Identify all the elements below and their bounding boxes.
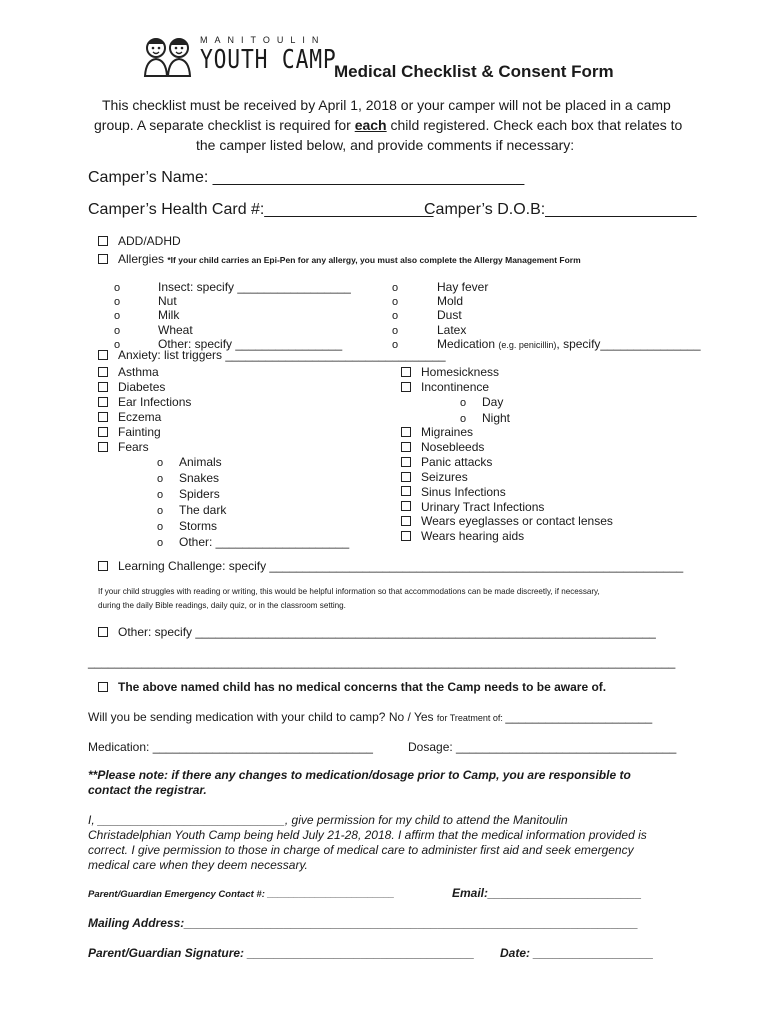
checkbox-row[interactable] [401,529,613,544]
mailing-address-field[interactable]: Mailing Address:____________________________________________________________________ [88,916,639,930]
checkbox-label: Wears eyeglasses or contact lenses [421,514,613,529]
checkbox-learning[interactable] [98,559,683,573]
allergy-item[interactable] [392,309,701,323]
allergy-example: (e.g. penicillin) [498,339,557,350]
checkbox-icon[interactable] [98,236,108,246]
checkbox-row[interactable] [401,514,613,529]
bullet-icon: o [114,282,121,294]
intro-emphasis: each [354,117,387,133]
allergy-item[interactable] [114,295,351,309]
checkbox-icon[interactable] [401,367,411,377]
checkbox-icon[interactable] [98,382,108,392]
bullet-icon: o [392,282,399,294]
medication-question[interactable] [88,710,652,724]
checkbox-label: Nosebleeds [421,439,485,454]
bullet-icon: o [114,324,121,337]
incontinence-item[interactable] [460,395,510,411]
checkbox-row[interactable] [98,395,191,410]
checkbox-row[interactable] [401,380,499,395]
bullet-icon: o [157,504,164,517]
fear-label: Snakes [179,470,220,485]
fear-label: Animals [179,455,222,469]
checkbox-icon[interactable] [98,442,108,452]
bullet-icon: o [460,397,467,409]
note-line-1: **Please note: if there any changes to medication/dosage prior to Camp, you are responsible to [88,768,631,782]
allergy-label: Nut [158,294,177,309]
allergy-item[interactable] [114,324,351,338]
incontinence-list [460,395,510,427]
checkbox-anxiety[interactable] [98,348,446,362]
bullet-icon: o [157,520,164,533]
allergy-item[interactable] [114,309,351,323]
checkbox-icon[interactable] [401,427,411,437]
checkbox-label: Panic attacks [421,454,493,469]
signature-field[interactable]: Parent/Guardian Signature: __________________________________ [88,946,475,960]
page-title: Medical Checklist & Consent Form [334,62,614,81]
allergy-label: Mold [437,294,464,309]
dosage-field[interactable]: Dosage: _________________________________ [408,740,677,754]
learning-note-2: during the daily Bible readings, daily quiz, or in the classroom setting. [98,601,346,610]
bullet-icon: o [392,310,399,323]
checkbox-row[interactable] [98,425,191,440]
fear-item[interactable] [157,503,349,519]
checkbox-icon[interactable] [401,382,411,392]
checkbox-row[interactable] [98,440,191,455]
allergy-label: Other: specify ________________ [158,336,343,351]
other-extra-line[interactable]: ________________________________________________________________________________________ [88,655,676,669]
allergy-label: Latex [437,322,467,337]
checkbox-label: Migraines [421,425,474,439]
allergy-item[interactable] [392,295,701,309]
bullet-icon: o [157,457,164,469]
learning-note-1: If your child struggles with reading or writing, this would be helpful information so that accommodations can be made discreetly, if necessary, [98,587,600,596]
checkbox-label: Eczema [118,410,162,425]
checkbox-label: ADD/ADHD [118,234,181,248]
checkbox-label: Learning Challenge: specify ______________________________________________________________ [118,559,684,573]
checkbox-label: Fainting [118,425,161,440]
checkbox-row[interactable] [401,500,613,515]
checkbox-label: Ear Infections [118,395,192,410]
checkbox-row[interactable] [401,440,613,455]
campers-icon [142,32,194,82]
intro-text: group. A separate checklist is required for [94,117,355,133]
checkbox-row[interactable] [98,380,191,395]
checkbox-label: Sinus Infections [421,484,506,499]
consent-line-4: medical care when they deem necessary. [88,858,308,872]
checkbox-no-concerns[interactable] [98,680,606,694]
checkbox-icon[interactable] [98,254,108,264]
bullet-icon: o [157,488,164,501]
checkbox-icon[interactable] [401,501,411,511]
checkbox-add[interactable] [98,234,181,248]
consent-line-3: correct. I give permission to those in charge of medical care to administer first aid and seek emergency [88,843,634,857]
allergies-note: *If your child carries an Epi-Pen for any allergy, you must also complete the Allergy Management Form [167,255,581,265]
bullet-icon: o [392,296,399,309]
checkbox-row[interactable] [401,425,613,440]
checkbox-label: Allergies [118,252,165,266]
checkbox-label: Homesickness [421,365,500,379]
right-condition-list-a [401,365,499,395]
allergy-left-list [114,281,351,352]
logo-main-text: YOUTH CAMP [200,45,337,75]
checkbox-label: Urinary Tract Infections [421,499,545,514]
checkbox-row[interactable] [98,410,191,425]
allergy-label: Milk [158,308,180,323]
logo-top-text: MANITOULIN [200,35,326,45]
consent-line-1: I, ____________________________, give permission for my child to attend the Manitoulin [88,813,568,827]
checkbox-allergies[interactable] [98,252,581,266]
allergy-right-list [392,281,701,352]
checkbox-icon[interactable] [401,531,411,541]
allergy-label: Wheat [158,322,193,337]
checkbox-label: Diabetes [118,380,166,395]
medication-question-text: Will you be sending medication with your child to camp? No / Yes [88,710,437,724]
treatment-label: for Treatment of: [436,713,506,723]
fear-item[interactable] [157,455,349,471]
intro-line-1: This checklist must be received by April 1, 2018 or your camper will not be placed in a camp [102,97,671,113]
fear-label: Storms [179,518,218,533]
dob-field[interactable]: Camper’s D.O.B:_________________ [424,201,697,218]
checkbox-row[interactable] [401,365,499,380]
health-card-field[interactable]: Camper’s Health Card #:___________________ [88,201,434,218]
checkbox-icon[interactable] [401,516,411,526]
allergy-label: , specify_______________ [556,336,701,351]
checkbox-icon[interactable] [98,367,108,377]
medication-field[interactable]: Medication: _________________________________ [88,740,373,754]
checkbox-icon[interactable] [401,486,411,496]
intro-line-2 [94,117,682,133]
treatment-field[interactable]: ______________________ [505,710,653,724]
allergy-label: Hay fever [437,280,489,294]
allergy-item[interactable] [114,281,351,295]
allergy-item[interactable] [392,281,701,295]
checkbox-icon[interactable] [98,412,108,422]
allergy-label: Insect: specify _________________ [158,280,351,294]
checkbox-icon[interactable] [401,472,411,482]
date-field[interactable]: Date: __________________ [500,946,654,960]
bullet-icon: o [392,324,399,337]
incontinence-label: Night [482,411,511,426]
camp-logo [142,30,337,82]
allergy-label: Dust [437,308,462,323]
fear-item[interactable] [157,471,349,487]
bullet-icon: o [157,536,164,549]
checkbox-row[interactable] [401,485,613,500]
camper-name-field[interactable]: Camper’s Name: ___________________________________ [88,169,525,186]
email-field[interactable]: Email:_______________________ [452,886,642,900]
bullet-icon: o [114,310,121,323]
bullet-icon: o [392,338,399,351]
checkbox-label: Wears hearing aids [421,529,525,544]
checkbox-label: Anxiety: list triggers _________________________________ [118,348,446,362]
checkbox-icon[interactable] [401,442,411,452]
fear-item[interactable] [157,487,349,503]
checkbox-label: Other: specify _____________________________________________________________________ [118,625,656,639]
fears-list [157,455,349,550]
fear-item[interactable] [157,519,349,535]
checkbox-icon[interactable] [401,457,411,467]
checkbox-label: Fears [118,440,149,455]
incontinence-label: Day [482,395,504,409]
bullet-icon: o [114,296,121,309]
emergency-contact-field[interactable]: Parent/Guardian Emergency Contact #: ________________________ [88,889,395,900]
checkbox-icon[interactable] [98,561,108,571]
checkbox-label: Seizures [421,469,468,484]
fear-label: The dark [179,502,227,517]
checkbox-row[interactable] [401,455,613,470]
checkbox-other[interactable] [98,625,656,639]
checkbox-icon[interactable] [98,682,108,692]
fear-label: Spiders [179,486,220,501]
left-condition-list [98,365,191,456]
checkbox-icon[interactable] [98,350,108,360]
allergy-item[interactable] [392,324,701,338]
checkbox-row[interactable] [401,470,613,485]
checkbox-row[interactable] [98,365,191,380]
checkbox-icon[interactable] [98,427,108,437]
fear-item[interactable] [157,535,349,551]
checkbox-icon[interactable] [98,627,108,637]
intro-text: child registered. Check each box that relates to [386,117,683,133]
bullet-icon: o [114,338,121,351]
bullet-icon: o [157,472,164,485]
checkbox-label: Asthma [118,365,159,379]
intro-line-3: the camper listed below, and provide comments if necessary: [196,137,575,153]
checkbox-label: Incontinence [421,380,490,395]
consent-line-2: Christadelphian Youth Camp being held July 21-28, 2018. I affirm that the medical information provided is [88,828,647,842]
bullet-icon: o [460,413,467,426]
fear-label: Other: ____________________ [179,534,350,549]
checkbox-icon[interactable] [98,397,108,407]
right-condition-list-b [401,425,613,544]
allergy-label: Medication [437,336,499,351]
note-line-2: contact the registrar. [88,783,207,797]
checkbox-label: The above named child has no medical concerns that the Camp needs to be aware of. [118,680,607,694]
